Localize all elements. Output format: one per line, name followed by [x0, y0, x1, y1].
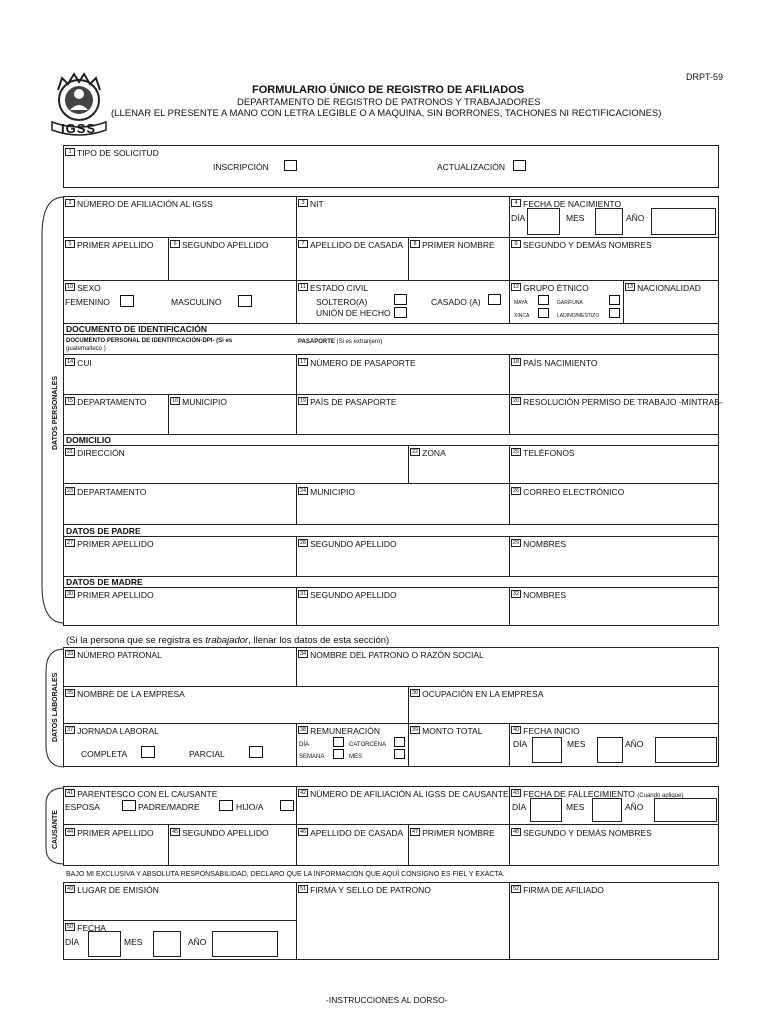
madre-heading: DATOS DE MADRE [66, 577, 143, 587]
field-21[interactable]: 21 DIRECCIÓN [67, 448, 125, 458]
field-29[interactable]: 29 NOMBRES [513, 539, 567, 549]
xinca-label: XINCA [514, 313, 530, 319]
field-2[interactable]: 2 NÚMERO DE AFILIACIÓN AL IGSS [65, 199, 213, 209]
field-44[interactable]: 44 PRIMER APELLIDO [67, 828, 154, 838]
field-12: 12 GRUPO ÉTNICO [513, 283, 589, 293]
field-20[interactable]: 20 RESOLUCIÓN PERMISO DE TRABAJO -MINTRAB- [513, 397, 723, 407]
casado-label: CASADO (A) [431, 297, 481, 307]
field-51[interactable]: 51 FIRMA Y SELLO DE PATRONO [300, 885, 431, 895]
union-checkbox[interactable] [394, 307, 407, 318]
hijo-label: HIJO/A [236, 802, 264, 812]
field-30[interactable]: 30 PRIMER APELLIDO [67, 590, 154, 600]
rem-semana-label: SEMANA [299, 754, 325, 760]
ladino-checkbox[interactable] [609, 308, 620, 318]
field-16[interactable]: 16 MUNICIPIO [172, 397, 227, 407]
f43-anio-input[interactable] [654, 798, 717, 822]
f4-dia-label: DÍA [511, 213, 526, 223]
padre-madre-checkbox[interactable] [219, 800, 233, 811]
personal-bracket [36, 195, 66, 625]
field-45[interactable]: 45 SEGUNDO APELLIDO [172, 828, 269, 838]
rem-mes-checkbox[interactable] [394, 749, 405, 759]
doc-id-heading: DOCUMENTO DE IDENTIFICACIÓN [66, 324, 208, 334]
f40-mes-label: MES [567, 739, 586, 749]
field-5[interactable]: 5 PRIMER APELLIDO [65, 240, 154, 250]
field-46[interactable]: 46 APELLIDO DE CASADA [300, 828, 404, 838]
pasaporte-label: PASAPORTE (Si es extranjero) [298, 339, 383, 345]
field-8[interactable]: 8 PRIMER NOMBRE [410, 240, 495, 250]
form-subtitle: DEPARTAMENTO DE REGISTRO DE PATRONOS Y TRABAJADORES [237, 97, 541, 108]
field-3[interactable]: 3 NIT [298, 199, 324, 209]
footer-note: -INSTRUCCIONES AL DORSO- [326, 995, 448, 1005]
soltero-label: SOLTERO(A) [316, 297, 368, 307]
masculino-label: MASCULINO [171, 297, 222, 307]
padre-madre-label: PADRE/MADRE [138, 802, 200, 812]
field-14[interactable]: 14 CUI [67, 358, 92, 368]
logo-text: IGSS [61, 121, 97, 136]
garifuna-checkbox[interactable] [609, 295, 620, 305]
inscripcion-label: INSCRIPCIÓN [213, 162, 269, 172]
field-37: 37 JORNADA LABORAL [67, 726, 159, 736]
f4-dia-input[interactable] [527, 208, 560, 235]
xinca-checkbox[interactable] [538, 308, 549, 318]
rem-mes-label: MES [349, 754, 363, 760]
rem-catorcena-checkbox[interactable] [394, 737, 405, 747]
actualizacion-checkbox[interactable] [513, 160, 526, 171]
actualizacion-label: ACTUALIZACIÓN [437, 162, 506, 172]
field-10: 10 SEXO [67, 283, 101, 293]
soltero-checkbox[interactable] [394, 294, 407, 305]
field-28[interactable]: 28 SEGUNDO APELLIDO [300, 539, 397, 549]
completa-label: COMPLETA [81, 749, 128, 759]
f40-dia-label: DÍA [513, 739, 528, 749]
rem-catorcena-label: CATORCENA [349, 742, 387, 748]
field-6[interactable]: 6 SEGUNDO APELLIDO [170, 240, 268, 250]
field-15[interactable]: 15 DEPARTAMENTO [67, 397, 147, 407]
garifuna-label: GARÍFUNA [557, 300, 583, 306]
field-38: 38 REMUNERACIÓN [300, 726, 381, 736]
field-48[interactable]: 48 SEGUNDO Y DEMÁS NOMBRES [513, 828, 652, 838]
f43-dia-label: DÍA [512, 802, 527, 812]
field-39[interactable]: 39 MONTO TOTAL [412, 726, 483, 736]
field-27[interactable]: 27 PRIMER APELLIDO [67, 539, 154, 549]
maya-label: MAYA [514, 300, 528, 306]
field-18[interactable]: 18 PAÍS NACIMIENTO [513, 358, 598, 368]
f43-mes-input[interactable] [592, 798, 622, 822]
esposa-checkbox[interactable] [122, 800, 136, 811]
f4-anio-input[interactable] [651, 208, 716, 235]
solicitud-box [63, 145, 719, 188]
field-42[interactable]: 42 NÚMERO DE AFILIACIÓN AL IGSS DE CAUSANTE [300, 789, 509, 799]
field-49[interactable]: 49 LUGAR DE EMISIÓN [67, 885, 159, 895]
femenino-label: FEMENINO [65, 297, 110, 307]
parcial-label: PARCIAL [189, 749, 225, 759]
union-label: UNIÓN DE HECHO [316, 308, 391, 318]
field-40: 40 FECHA INICIO [513, 726, 580, 736]
f50-anio-input[interactable] [212, 931, 278, 957]
field-13[interactable]: 13 NACIONALIDAD [627, 283, 701, 293]
field-22[interactable]: 22 ZONA [412, 448, 446, 458]
hijo-checkbox[interactable] [280, 800, 294, 811]
parcial-checkbox[interactable] [249, 746, 263, 758]
field-9[interactable]: 9 SEGUNDO Y DEMÁS NOMBRES [511, 240, 652, 250]
domicilio-heading: DOMICILIO [66, 435, 111, 445]
field-36[interactable]: 36 OCUPACIÓN EN LA EMPRESA [412, 689, 544, 699]
solicitud-label: 1 TIPO DE SOLICITUD [65, 148, 159, 158]
field-34[interactable]: 34 NOMBRE DEL PATRONO O RAZÓN SOCIAL [300, 650, 484, 660]
f43-dia-input[interactable] [530, 798, 562, 822]
causante-side-label: CAUSANTE [52, 810, 59, 849]
f50-dia-label: DÍA [65, 937, 80, 947]
field-33[interactable]: 33 NÚMERO PATRONAL [67, 650, 162, 660]
field-35[interactable]: 35 NOMBRE DE LA EMPRESA [67, 689, 185, 699]
field-4: 4 FECHA DE NACIMIENTO [511, 199, 621, 209]
field-31[interactable]: 31 SEGUNDO APELLIDO [300, 590, 397, 600]
field-32[interactable]: 32 NOMBRES [513, 590, 567, 600]
field-17[interactable]: 17 NÚMERO DE PASAPORTE [300, 358, 416, 368]
masculino-checkbox[interactable] [238, 295, 252, 307]
field-26[interactable]: 26 CORREO ELECTRÓNICO [513, 487, 625, 497]
f4-anio-label: AÑO [626, 213, 645, 223]
laboral-note: (Si la persona que se registra es trabajador, llenar los datos de esta sección) [66, 635, 390, 646]
field-47[interactable]: 47 PRIMER NOMBRE [412, 828, 495, 838]
field-50: 50 FECHA [67, 923, 106, 933]
rem-dia-checkbox[interactable] [333, 737, 344, 747]
field-23[interactable]: 23 DEPARTAMENTO [67, 487, 147, 497]
femenino-checkbox[interactable] [120, 295, 134, 307]
f50-mes-label: MES [124, 937, 143, 947]
f40-mes-input[interactable] [597, 737, 623, 763]
field-52[interactable]: 52 FIRMA DE AFILIADO [513, 885, 604, 895]
f4-mes-label: MES [566, 213, 585, 223]
completa-checkbox[interactable] [141, 746, 155, 758]
laboral-side-label: DATOS LABORALES [52, 672, 59, 742]
inscripcion-checkbox[interactable] [284, 160, 297, 171]
form-title: FORMULARIO ÚNICO DE REGISTRO DE AFILIADOS [252, 84, 525, 96]
field-7[interactable]: 7 APELLIDO DE CASADA [298, 240, 403, 250]
personal-side-label: DATOS PERSONALES [52, 375, 59, 450]
f50-dia-input[interactable] [88, 931, 121, 957]
field-25[interactable]: 25 TELÉFONOS [513, 448, 575, 458]
field-41: 41 PARENTESCO CON EL CAUSANTE [67, 789, 218, 799]
form-instruction: (LLENAR EL PRESENTE A MANO CON LETRA LEGIBLE O A MAQUINA, SIN BORRONES, TACHONES NI RECTIFICACIONES) [111, 108, 662, 119]
f40-anio-label: AÑO [625, 739, 644, 749]
dpi-label: DOCUMENTO PERSONAL DE IDENTIFICACIÓN-DPI- (Si es [66, 338, 233, 344]
f43-anio-label: AÑO [625, 802, 644, 812]
ladino-label: LADINO/MESTIZO [557, 313, 600, 319]
field-11: 11 ESTADO CIVIL [298, 283, 368, 293]
declaration: BAJO MI EXCLUSIVA Y ABSOLUTA RESPONSABILIDAD, DECLARO QUE LA INFORMACIÓN QUE AQUÍ CONSIGNO ES FIEL Y EXACTA. [66, 871, 505, 878]
padre-heading: DATOS DE PADRE [66, 526, 141, 536]
f50-anio-label: AÑO [188, 937, 207, 947]
field-24[interactable]: 24 MUNICIPIO [300, 487, 355, 497]
field-43: 43 FECHA DE FALLECIMIENTO (Cuando aplique) [513, 789, 684, 799]
igss-logo [48, 70, 110, 144]
f4-mes-input[interactable] [595, 208, 623, 235]
personal-section [63, 196, 719, 626]
f43-mes-label: MES [566, 802, 585, 812]
f40-dia-input[interactable] [532, 737, 562, 763]
dpi-label-2: guatemalteco ) [66, 346, 106, 352]
esposa-label: ESPOSA [65, 802, 100, 812]
form-code: DRPT-59 [686, 72, 724, 82]
f50-mes-input[interactable] [153, 931, 181, 957]
maya-checkbox[interactable] [538, 295, 549, 305]
field-19[interactable]: 19 PAÍS DE PASAPORTE [300, 397, 397, 407]
rem-semana-checkbox[interactable] [333, 749, 344, 759]
f40-anio-input[interactable] [655, 737, 717, 763]
rem-dia-label: DÍA [299, 742, 310, 748]
casado-checkbox[interactable] [488, 294, 501, 305]
